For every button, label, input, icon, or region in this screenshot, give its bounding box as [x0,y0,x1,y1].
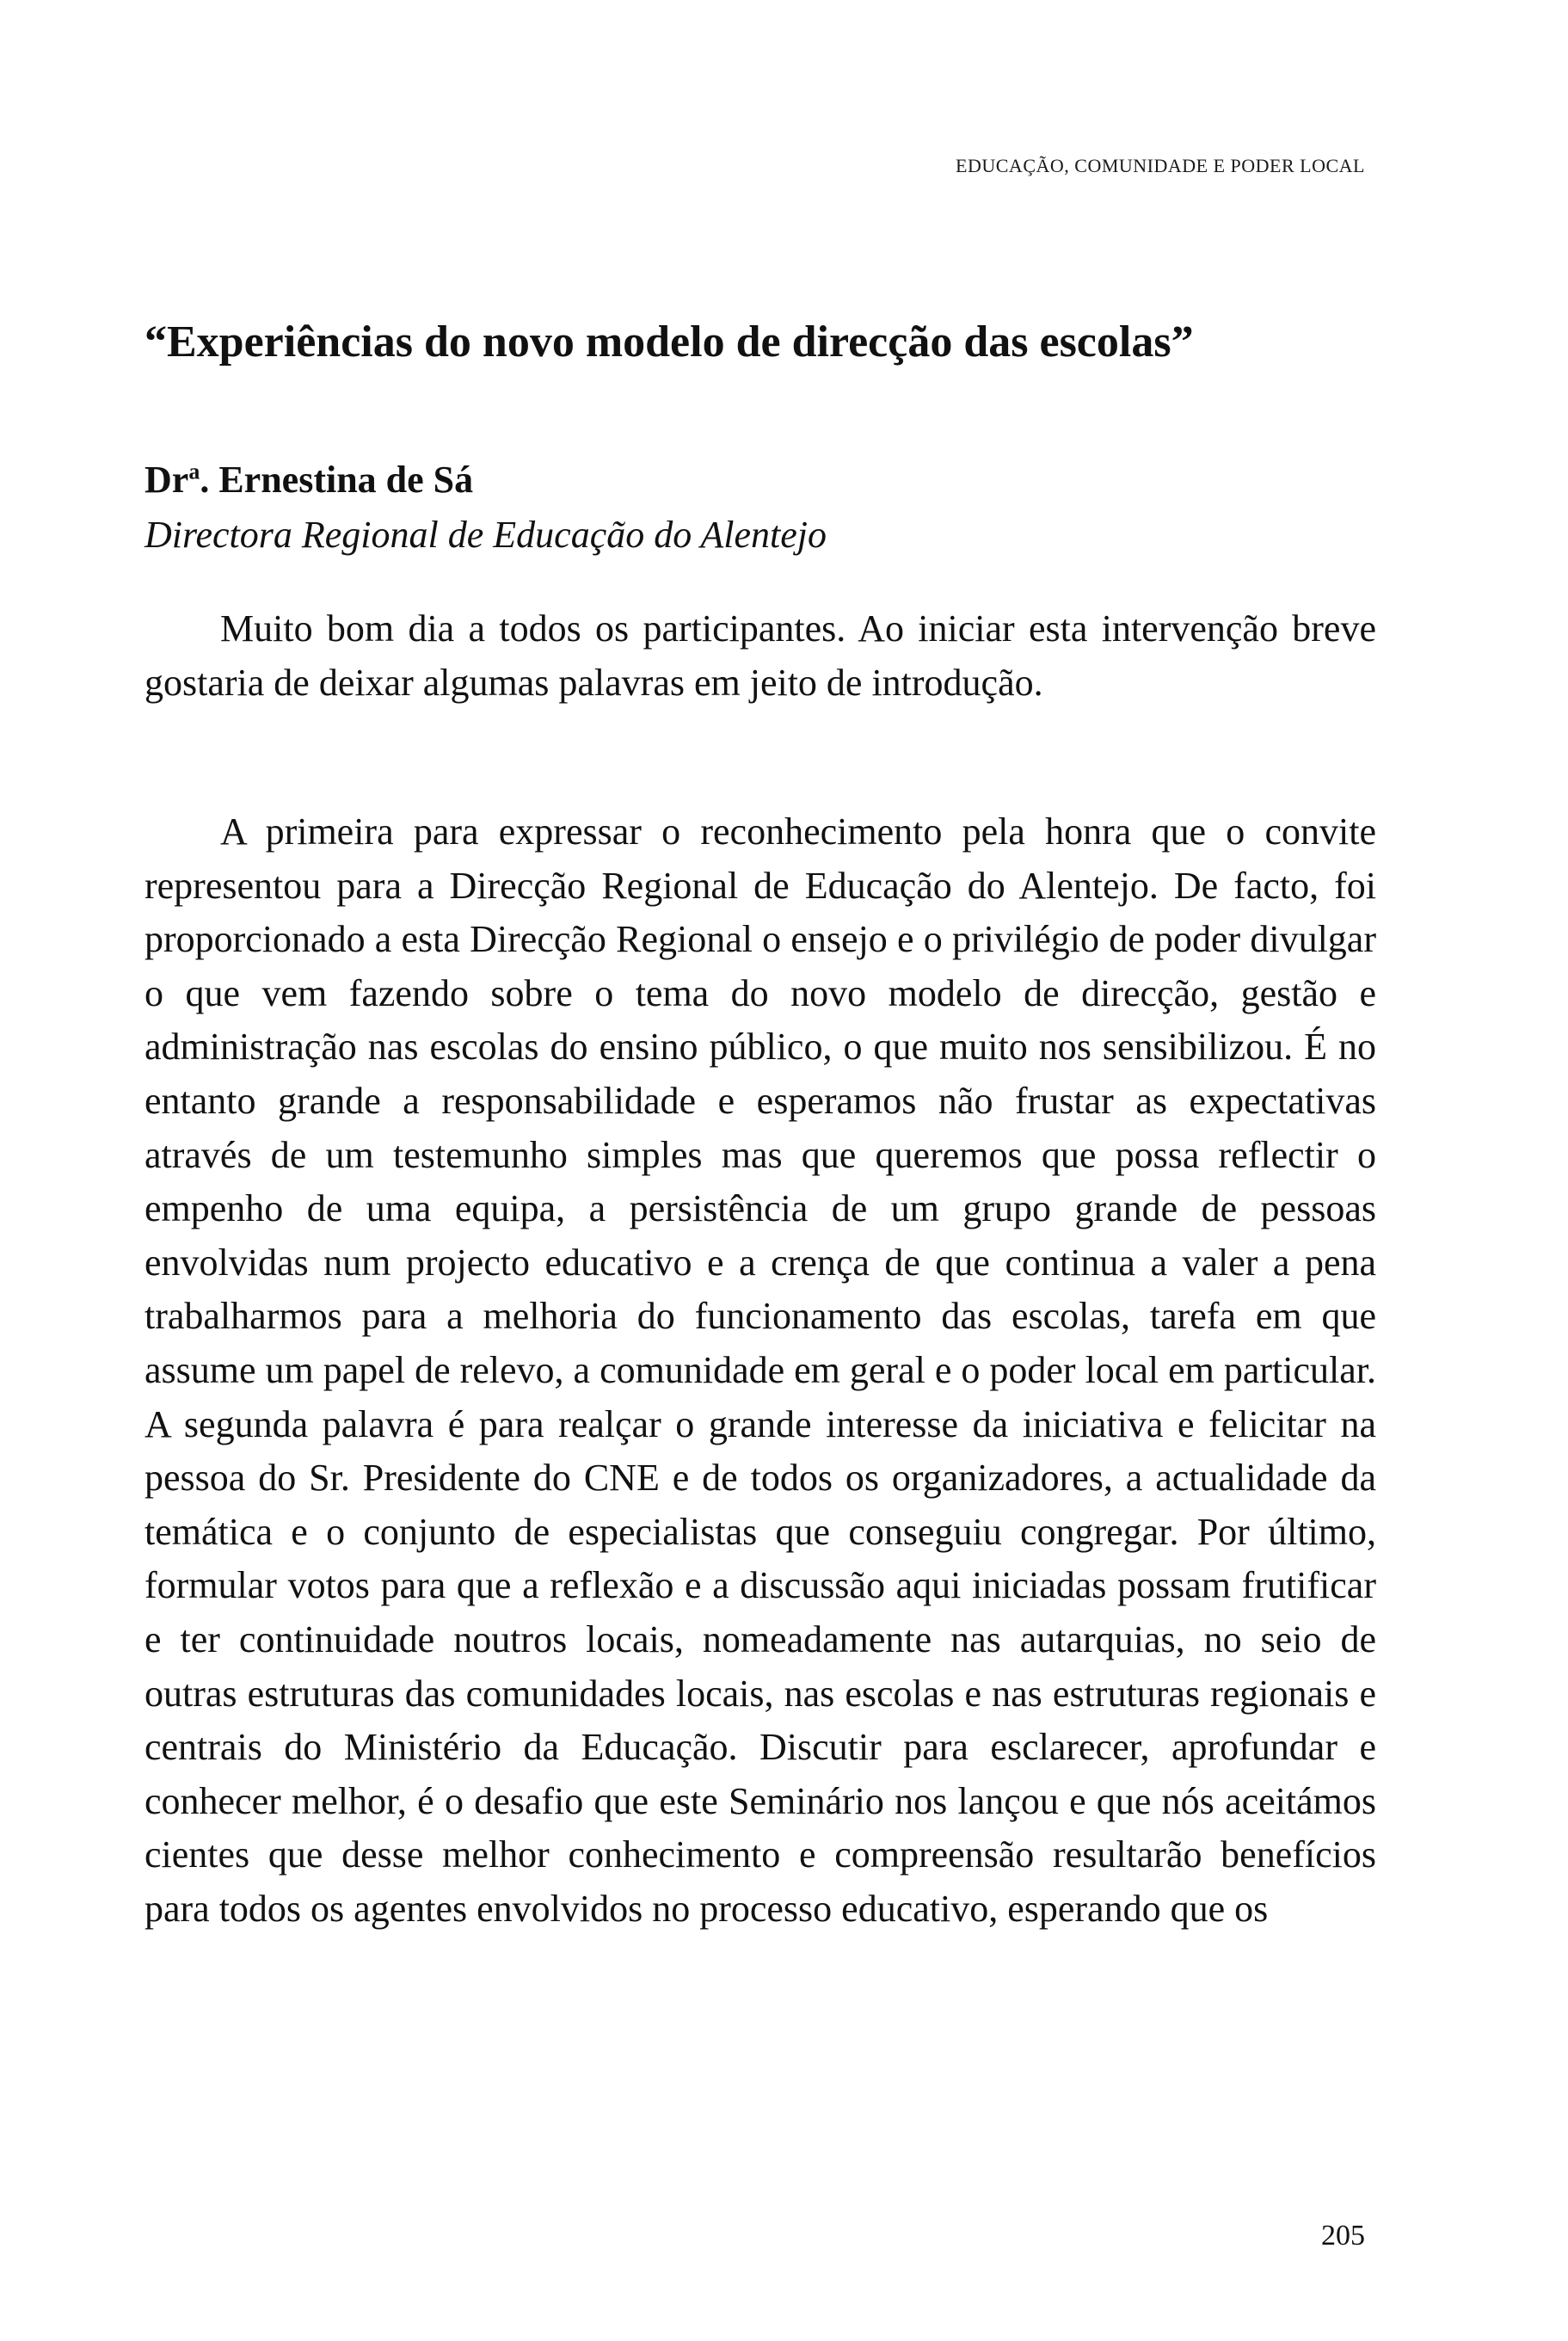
author-role: Directora Regional de Educação do Alentejo [145,514,827,556]
author-prefix: Dr [145,459,189,501]
article-title: “Experiências do novo modelo de direcção das escolas” [145,317,1194,367]
paragraph-intro: Muito bom dia a todos os participantes. Ao iniciar esta intervenção breve gostaria de deixar algumas palavras em jeito de introdução. [145,607,1376,704]
author-name-text: . Ernestina de Sá [200,459,474,501]
author-superscript: a [188,459,200,484]
running-header: EDUCAÇÃO, COMUNIDADE E PODER LOCAL [956,155,1365,176]
author-name [145,458,473,502]
page-number: 205 [1321,2220,1365,2252]
paragraph-body: A primeira para expressar o reconhecimento pela honra que o convite representou para a Direcção Regional de Educação do Alentejo. De facto, foi proporcionado a esta Direcção Regional o ensejo e o privilégio de poder divulgar o que vem fazendo sobre o tema do novo modelo de direcção, gestão e administração nas escolas do ensino público, o que muito nos sensibilizou. É no entanto grande a responsabilidade e esperamos não frustar as expectativas através de um testemunho simples mas que queremos que possa reflectir o empenho de uma equipa, a persistência de um grupo grande de pessoas envolvidas num projecto educativo e a crença de que continua a valer a pena trabalharmos para a melhoria do funcionamento das escolas, tarefa em que assume um papel de relevo, a comunidade em geral e o poder local em particular. A segunda palavra é para realçar o grande interesse da iniciativa e felicitar na pessoa do Sr. Presidente do CNE e de todos os organizadores, a actualidade da temática e o conjunto de especialistas que conseguiu congregar. Por último, formular votos para que a reflexão e a discussão aqui iniciadas possam frutificar e ter continuidade noutros locais, nomeadamente nas autarquias, no seio de outras estruturas das comunidades locais, nas escolas e nas estruturas regionais e centrais do Ministério da Educação. Discutir para esclarecer, aprofundar e conhecer melhor, é o desafio que este Seminário nos lançou e que nós aceitámos cientes que desse melhor conhecimento e compreensão resultarão benefícios para todos os agentes envolvidos no processo educativo, esperando que os [145,810,1376,1930]
